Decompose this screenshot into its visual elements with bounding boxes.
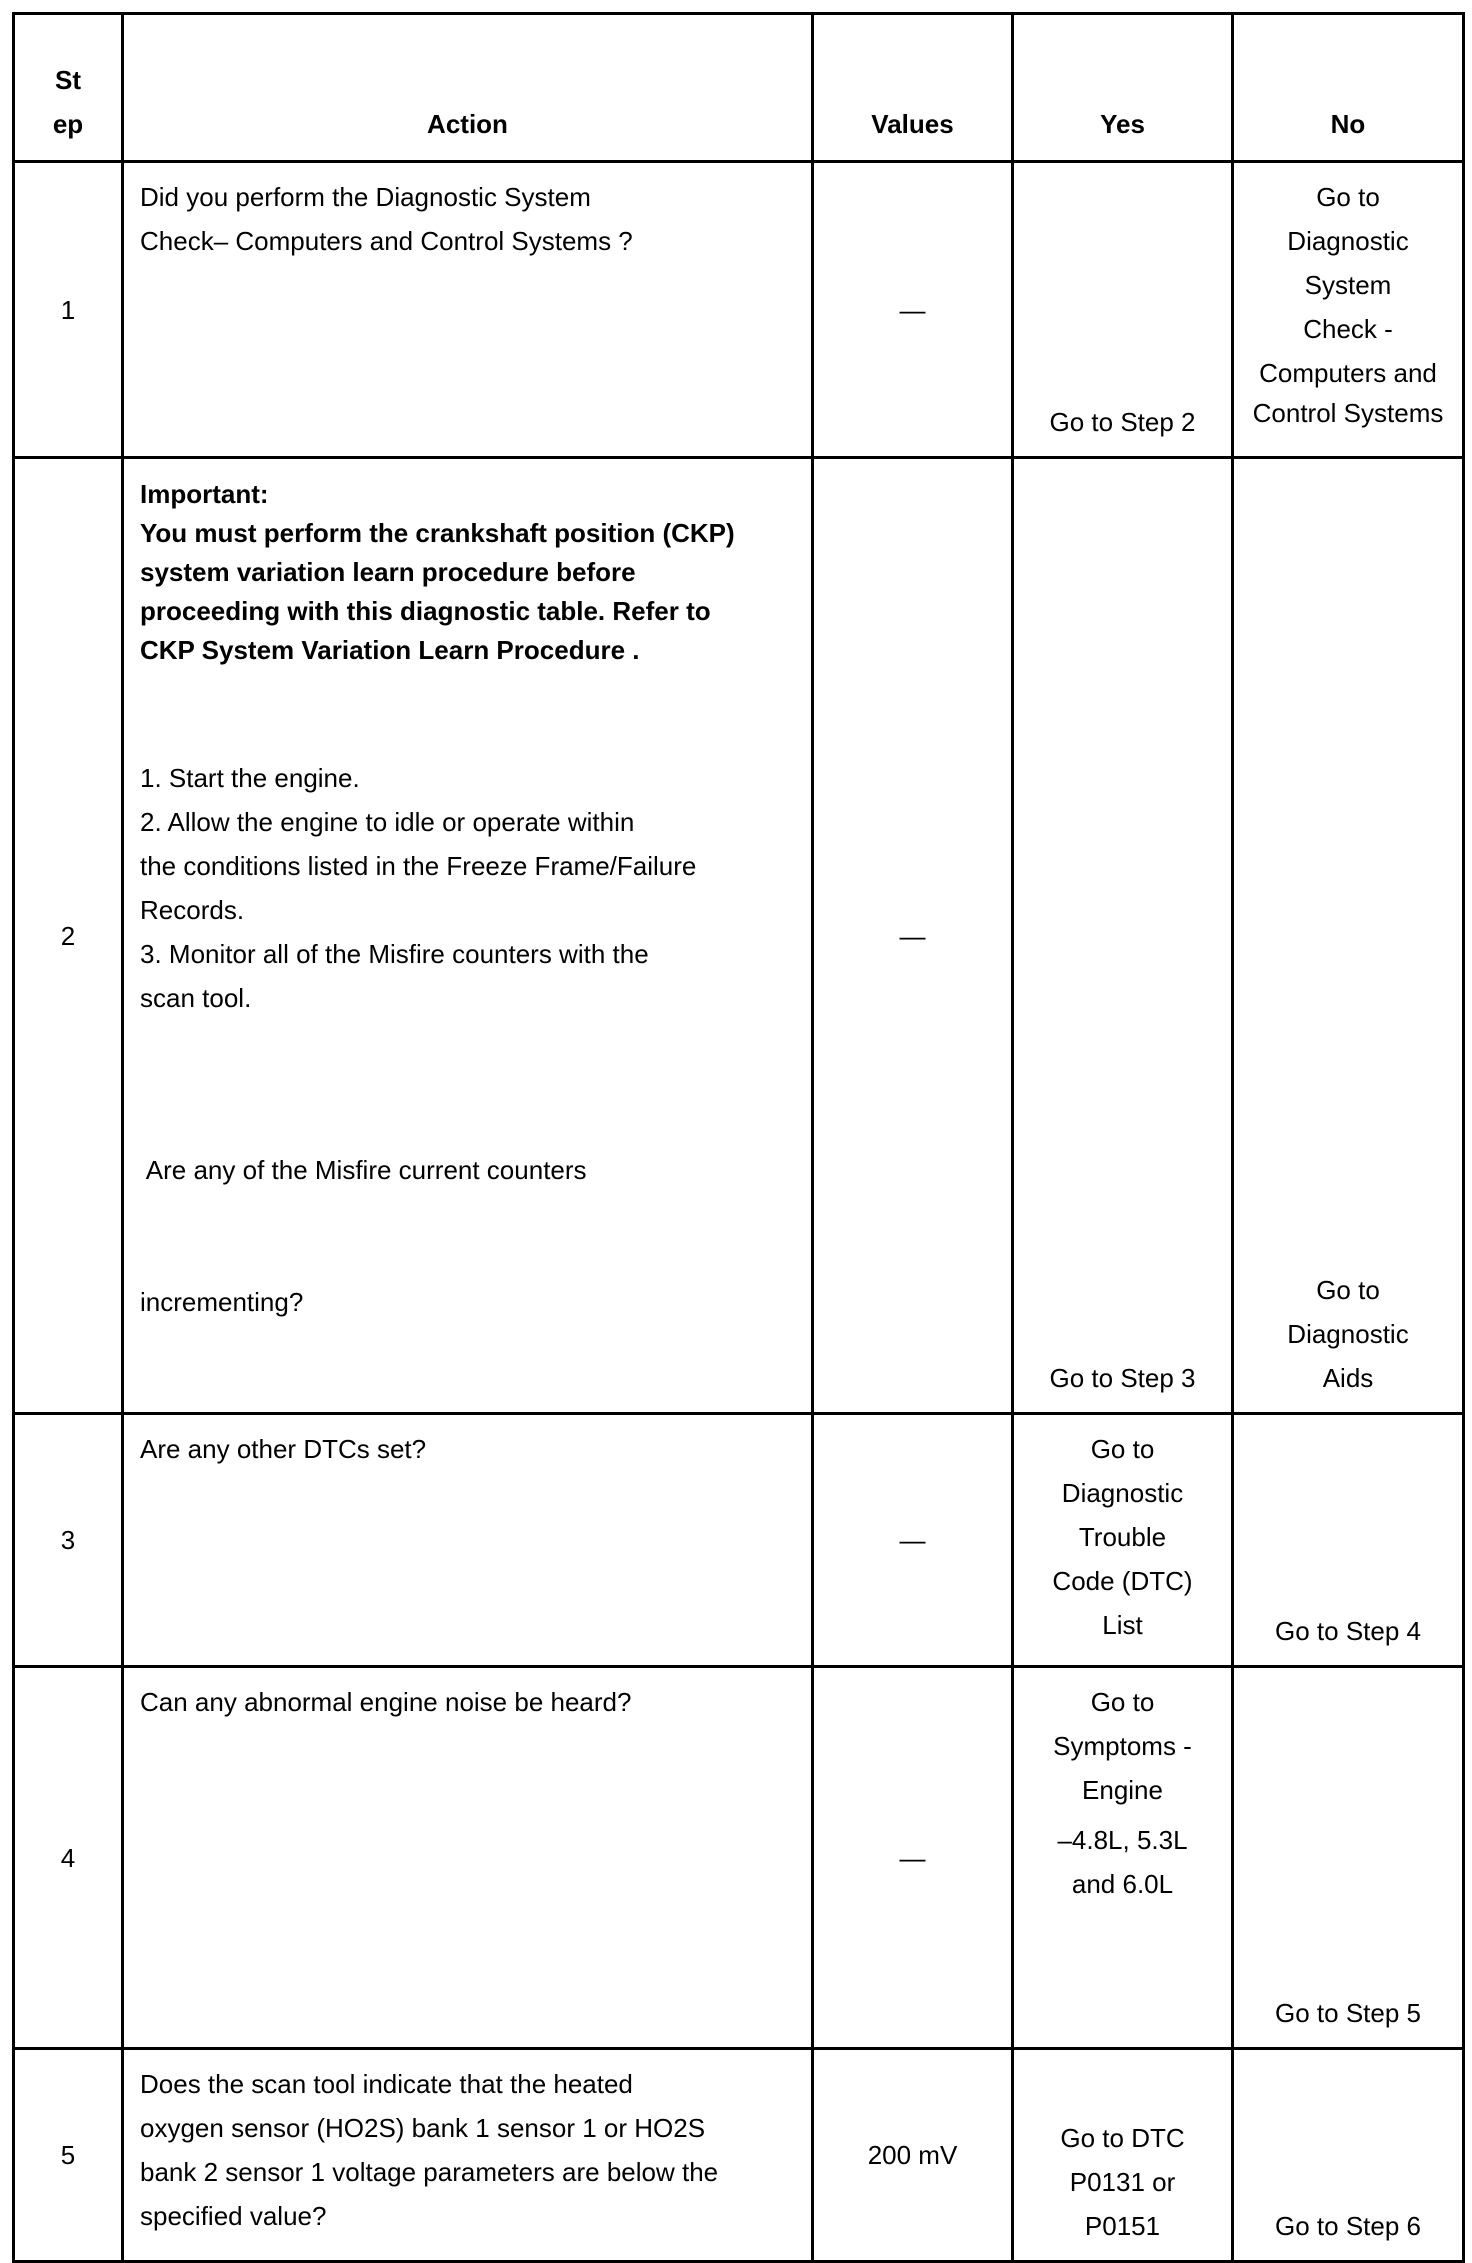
action-line: Can any abnormal engine noise be heard? (140, 1687, 632, 1717)
value-cell: — (813, 1667, 1013, 2049)
go-to-step-4-link[interactable]: Go to Step 4 (1275, 1616, 1421, 1646)
link-line: Diagnostic (1287, 226, 1409, 256)
procedure-steps (140, 756, 797, 1020)
header-yes: Yes (1013, 14, 1233, 162)
no-cell (1233, 2049, 1464, 2262)
go-to-step-5-link[interactable]: Go to Step 5 (1275, 1998, 1421, 2028)
procedure-line: 3. Monitor all of the Misfire counters with the (140, 939, 649, 969)
link-line: P0151 (1084, 2211, 1161, 2241)
table-row (14, 1414, 1464, 1667)
link-line: P0131 or (1069, 2167, 1176, 2197)
no-cell (1233, 1667, 1464, 2049)
link-line: Go to (1090, 1687, 1155, 1717)
go-to-dtc-p0131-link[interactable] (1014, 2116, 1231, 2248)
value-cell: 200 mV (813, 2049, 1013, 2262)
link-line: Control Systems (1252, 398, 1444, 428)
action-cell (123, 2049, 813, 2262)
action-cell (123, 162, 813, 458)
important-line: Important: (140, 479, 269, 509)
link-line: System (1304, 270, 1392, 300)
no-cell (1233, 162, 1464, 458)
go-to-dtc-list-link[interactable] (1014, 1415, 1231, 1647)
action-line: bank 2 sensor 1 voltage parameters are below the (140, 2157, 719, 2187)
header-step (14, 14, 123, 162)
action-line: Did you perform the Diagnostic System (140, 182, 591, 212)
go-to-diagnostic-system-check-link[interactable] (1234, 163, 1462, 431)
link-line: Go to (1316, 1275, 1380, 1305)
step-number: 1 (14, 162, 123, 458)
link-line: Code (DTC) (1052, 1566, 1193, 1596)
header-step-line1: St (55, 65, 81, 95)
go-to-step-6-link[interactable]: Go to Step 6 (1275, 2211, 1421, 2241)
procedure-line: 2. Allow the engine to idle or operate within (140, 807, 635, 837)
yes-cell (1013, 1414, 1233, 1667)
link-line: –4.8L, 5.3L (1057, 1825, 1188, 1855)
value-cell: — (813, 458, 1013, 1414)
procedure-line: 1. Start the engine. (140, 763, 360, 793)
link-line: Symptoms - (1053, 1731, 1192, 1761)
link-line: Trouble (1078, 1522, 1167, 1552)
header-values: Values (813, 14, 1013, 162)
important-line: proceeding with this diagnostic table. Refer to (140, 596, 711, 626)
action-cell (123, 1667, 813, 2049)
value-cell: — (813, 162, 1013, 458)
table-row (14, 162, 1464, 458)
action-cell (123, 1414, 813, 1667)
no-cell (1233, 458, 1464, 1414)
question (140, 1060, 797, 1412)
yes-cell (1013, 458, 1233, 1414)
action-line: oxygen sensor (HO2S) bank 1 sensor 1 or HO2S (140, 2113, 706, 2143)
step-number: 4 (14, 1667, 123, 2049)
link-line: Aids (1322, 1363, 1374, 1393)
go-to-step-3-link[interactable]: Go to Step 3 (1049, 1363, 1196, 1393)
procedure-line: scan tool. (140, 983, 252, 1013)
action-line: Check– Computers and Control Systems ? (140, 226, 633, 256)
header-step-line2: ep (52, 109, 84, 139)
link-line: Diagnostic (1287, 1319, 1409, 1349)
go-to-symptoms-engine-link[interactable] (1014, 1668, 1231, 1906)
action-cell (123, 458, 813, 1414)
question-line: Are any of the Misfire current counters (140, 1155, 587, 1185)
link-line: Check - (1303, 314, 1393, 344)
diagnostic-table (12, 12, 1465, 2263)
important-note (140, 471, 797, 670)
go-to-step-2-link[interactable]: Go to Step 2 (1049, 407, 1196, 437)
link-line: Go to (1316, 182, 1380, 212)
important-line: system variation learn procedure before (140, 557, 636, 587)
header-row (14, 14, 1464, 162)
no-cell (1233, 1414, 1464, 1667)
yes-cell (1013, 162, 1233, 458)
yes-cell (1013, 2049, 1233, 2262)
step-number: 3 (14, 1414, 123, 1667)
link-line: Go to (1090, 1434, 1155, 1464)
header-no: No (1233, 14, 1464, 162)
value-cell: — (813, 1414, 1013, 1667)
table-row (14, 458, 1464, 1414)
link-line: Diagnostic (1061, 1478, 1184, 1508)
important-line: CKP System Variation Learn Procedure . (140, 635, 640, 665)
table-row (14, 2049, 1464, 2262)
important-line: You must perform the crankshaft position (CKP) (140, 518, 735, 548)
header-action: Action (123, 14, 813, 162)
link-line: Go to DTC (1060, 2123, 1185, 2153)
step-number: 2 (14, 458, 123, 1414)
action-line: specified value? (140, 2201, 327, 2231)
link-line: and 6.0L (1071, 1869, 1174, 1899)
procedure-line: the conditions listed in the Freeze Frame/Failure (140, 851, 697, 881)
question-line: incrementing? (140, 1287, 304, 1317)
action-line: Does the scan tool indicate that the heated (140, 2069, 633, 2099)
yes-cell (1013, 1667, 1233, 2049)
step-number: 5 (14, 2049, 123, 2262)
link-line: List (1102, 1610, 1143, 1640)
link-line: Engine (1082, 1775, 1163, 1805)
table-row (14, 1667, 1464, 2049)
procedure-line: Records. (140, 895, 245, 925)
action-line: Are any other DTCs set? (140, 1434, 427, 1464)
link-line: Computers and (1259, 358, 1437, 388)
go-to-diagnostic-aids-link[interactable] (1234, 1268, 1462, 1400)
